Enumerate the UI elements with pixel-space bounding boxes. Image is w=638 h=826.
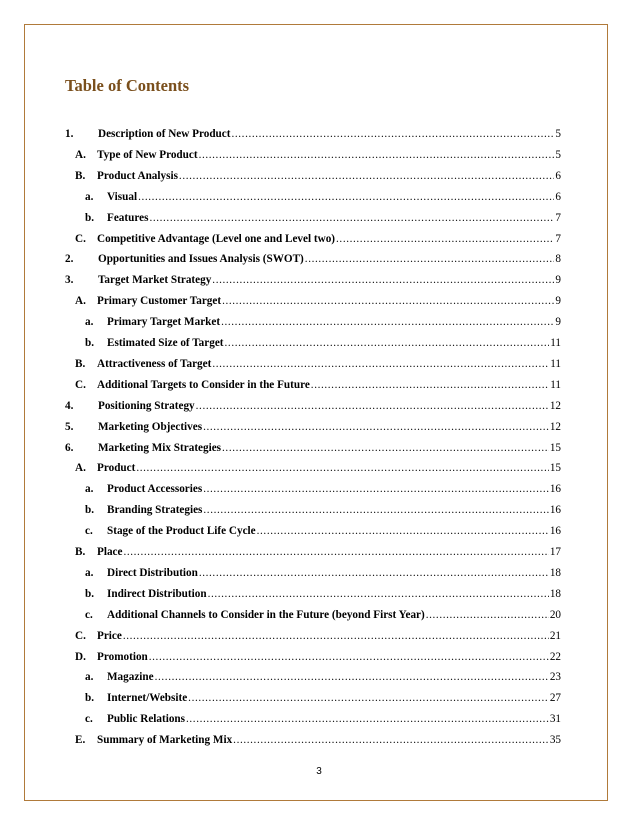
dot-leader bbox=[208, 588, 549, 600]
toc-entry-number: b. bbox=[85, 587, 95, 600]
toc-entry[interactable] bbox=[85, 504, 561, 520]
toc-entry-number: D. bbox=[75, 650, 86, 663]
toc-entry-page: 16 bbox=[549, 504, 561, 517]
dot-leader bbox=[305, 253, 555, 265]
toc-entry-number: B. bbox=[75, 169, 86, 182]
toc-entry-label: Additional Channels to Consider in the Future (beyond First Year) bbox=[107, 608, 425, 621]
dot-leader bbox=[138, 191, 554, 203]
toc-entry-label: Magazine bbox=[107, 671, 154, 684]
toc-entry[interactable] bbox=[85, 191, 561, 207]
toc-entry-page: 31 bbox=[549, 713, 561, 726]
toc-entry-number: b. bbox=[85, 692, 95, 705]
toc-entry-page: 17 bbox=[549, 546, 561, 558]
toc-entry[interactable] bbox=[65, 253, 561, 269]
toc-entry-page: 9 bbox=[555, 316, 561, 329]
toc-entry-page: 23 bbox=[549, 671, 561, 684]
dot-leader bbox=[257, 525, 549, 537]
dot-leader bbox=[212, 274, 554, 286]
toc-entry-number: A. bbox=[75, 462, 86, 475]
dot-leader bbox=[222, 295, 554, 307]
dot-leader bbox=[149, 212, 554, 224]
toc-entry-page: 21 bbox=[549, 629, 561, 642]
toc-entry[interactable] bbox=[65, 442, 561, 458]
toc-entry-number: E. bbox=[75, 734, 86, 747]
toc-entry-label: Opportunities and Issues Analysis (SWOT) bbox=[98, 253, 304, 266]
toc-entry-page: 15 bbox=[549, 462, 561, 475]
toc-entry-page: 9 bbox=[555, 274, 561, 287]
toc-entry-label: Branding Strategies bbox=[107, 504, 203, 517]
toc-entry-number: a. bbox=[85, 316, 94, 329]
toc-entry-page: 12 bbox=[549, 399, 561, 412]
toc-entry-number: C. bbox=[75, 378, 86, 391]
dot-leader bbox=[222, 442, 549, 454]
toc-entry[interactable] bbox=[65, 421, 561, 437]
toc-entry-label: Stage of the Product Life Cycle bbox=[107, 525, 256, 538]
toc-entry-number: a. bbox=[85, 483, 94, 496]
toc-entry-page: 7 bbox=[555, 232, 561, 245]
page-title: Table of Contents bbox=[65, 76, 190, 95]
toc-entry[interactable] bbox=[75, 651, 561, 667]
toc-entry[interactable] bbox=[85, 692, 561, 708]
toc-entry-label: Place bbox=[97, 546, 123, 558]
toc-entry-number: a. bbox=[85, 671, 94, 684]
toc-entry-label: Internet/Website bbox=[107, 692, 188, 705]
toc-entry-page: 27 bbox=[549, 692, 561, 705]
toc-entry-number: b. bbox=[85, 211, 95, 224]
toc-entry-page: 35 bbox=[549, 734, 561, 747]
toc-entry-number: c. bbox=[85, 525, 93, 538]
toc-entry[interactable] bbox=[75, 379, 561, 395]
toc-entry-label: Summary of Marketing Mix bbox=[97, 734, 233, 747]
toc-entry-number: A. bbox=[75, 148, 86, 161]
toc-entry-label: Product Analysis bbox=[97, 169, 178, 182]
toc-entry[interactable] bbox=[85, 525, 561, 541]
toc-entry[interactable] bbox=[85, 337, 561, 353]
dot-leader bbox=[199, 567, 549, 579]
toc-entry-page: 18 bbox=[549, 566, 561, 579]
toc-entry-page: 12 bbox=[549, 420, 561, 433]
dot-leader bbox=[149, 651, 549, 663]
dot-leader bbox=[155, 671, 549, 683]
toc-entry-label: Indirect Distribution bbox=[107, 587, 207, 600]
toc-entry-label: Description of New Product bbox=[98, 128, 231, 140]
toc-entry-page: 8 bbox=[555, 253, 561, 266]
toc-entry-label: Primary Customer Target bbox=[97, 295, 222, 308]
toc-entry-label: Product bbox=[97, 462, 136, 475]
dot-leader bbox=[212, 358, 549, 370]
toc-entry-label: Marketing Objectives bbox=[98, 420, 203, 433]
dot-leader bbox=[336, 233, 554, 245]
toc-entry-label: Competitive Advantage (Level one and Level two) bbox=[97, 232, 336, 245]
toc-entry-page: 9 bbox=[555, 295, 561, 308]
toc-entry-page: 22 bbox=[549, 650, 561, 663]
dot-leader bbox=[179, 170, 554, 182]
toc-entry-label: Primary Target Market bbox=[107, 316, 221, 329]
toc-entry[interactable] bbox=[75, 170, 561, 186]
toc-entry-label: Product Accessories bbox=[107, 483, 203, 496]
toc-entry-number: C. bbox=[75, 232, 86, 245]
toc-entry-number: 2. bbox=[65, 253, 74, 266]
toc-entry[interactable] bbox=[85, 713, 561, 729]
toc-entry-page: 18 bbox=[549, 587, 561, 600]
toc-entry-label: Promotion bbox=[97, 650, 148, 663]
toc-entry[interactable] bbox=[75, 546, 561, 562]
toc-entry-page: 20 bbox=[549, 608, 561, 621]
toc-entry[interactable] bbox=[65, 128, 561, 144]
dot-leader bbox=[233, 734, 549, 746]
toc-entry[interactable] bbox=[75, 295, 561, 311]
toc-entry-number: 6. bbox=[65, 441, 74, 454]
toc-entry-number: C. bbox=[75, 629, 86, 642]
toc-entry[interactable] bbox=[85, 567, 561, 583]
toc-entry[interactable] bbox=[75, 358, 561, 374]
toc-entry[interactable] bbox=[85, 483, 561, 499]
toc-entry-number: A. bbox=[75, 295, 86, 308]
toc-entry-page: 16 bbox=[549, 525, 561, 538]
toc-entry-label: Price bbox=[97, 629, 122, 642]
toc-entry-label: Marketing Mix Strategies bbox=[98, 441, 222, 454]
toc-entry-number: 3. bbox=[65, 274, 74, 287]
dot-leader bbox=[123, 630, 549, 642]
toc-entry-number: a. bbox=[85, 190, 94, 203]
toc-entry-number: a. bbox=[85, 566, 94, 579]
toc-entry-number: 4. bbox=[65, 399, 74, 412]
toc-entry-label: Attractiveness of Target bbox=[97, 357, 212, 370]
toc-entry-label: Positioning Strategy bbox=[98, 399, 195, 412]
toc-entry-number: B. bbox=[75, 357, 86, 370]
toc-entry-number: 5. bbox=[65, 420, 74, 433]
dot-leader bbox=[225, 337, 550, 349]
toc-entry[interactable] bbox=[65, 274, 561, 290]
dot-leader bbox=[426, 609, 549, 621]
toc-entry-label: Visual bbox=[107, 190, 138, 203]
toc-entry-label: Additional Targets to Consider in the Future bbox=[97, 378, 310, 391]
toc-entry[interactable] bbox=[85, 671, 561, 687]
dot-leader bbox=[311, 379, 549, 391]
toc-entry-number: b. bbox=[85, 337, 95, 349]
toc-entry-page: 6 bbox=[555, 169, 561, 182]
dot-leader bbox=[196, 400, 549, 412]
toc-entry-page: 11 bbox=[550, 337, 561, 349]
toc-entry-label: Type of New Product bbox=[97, 148, 198, 161]
toc-entry-number: c. bbox=[85, 608, 93, 621]
toc-entry-page: 6 bbox=[555, 190, 561, 203]
dot-leader bbox=[136, 462, 548, 474]
toc-entry[interactable] bbox=[85, 316, 561, 332]
dot-leader bbox=[186, 713, 549, 725]
toc-entry-page: 11 bbox=[550, 378, 561, 391]
toc-entry-page: 5 bbox=[555, 128, 561, 140]
toc-entry-label: Direct Distribution bbox=[107, 566, 198, 579]
dot-leader bbox=[199, 149, 555, 161]
toc-entry-page: 7 bbox=[555, 211, 561, 224]
dot-leader bbox=[123, 546, 548, 558]
toc-entry-label: Estimated Size of Target bbox=[107, 337, 224, 349]
dot-leader bbox=[203, 504, 548, 516]
toc-entry-number: 1. bbox=[65, 128, 74, 140]
toc-entry-number: c. bbox=[85, 713, 93, 726]
dot-leader bbox=[188, 692, 549, 704]
dot-leader bbox=[231, 128, 554, 140]
toc-entry-label: Features bbox=[107, 211, 149, 224]
toc-entry-label: Public Relations bbox=[107, 713, 186, 726]
dot-leader bbox=[221, 316, 554, 328]
toc-entry-number: b. bbox=[85, 504, 95, 517]
toc-entry[interactable] bbox=[85, 212, 561, 228]
toc-entry-page: 15 bbox=[549, 441, 561, 454]
toc-entry-label: Target Market Strategy bbox=[98, 274, 212, 287]
dot-leader bbox=[203, 483, 549, 495]
toc-entry-page: 11 bbox=[550, 357, 561, 370]
toc-entry[interactable] bbox=[75, 462, 561, 478]
toc-entry[interactable] bbox=[75, 233, 561, 249]
toc-entry[interactable] bbox=[75, 630, 561, 646]
toc-entry-page: 5 bbox=[555, 148, 561, 161]
toc-entry-number: B. bbox=[75, 546, 86, 558]
page-number: 3 bbox=[316, 766, 322, 777]
toc-entry[interactable] bbox=[85, 609, 561, 625]
toc-entry[interactable] bbox=[75, 734, 561, 750]
toc-entry[interactable] bbox=[85, 588, 561, 604]
toc-entry-page: 16 bbox=[549, 483, 561, 496]
toc-entry[interactable] bbox=[65, 400, 561, 416]
toc-entry[interactable] bbox=[75, 149, 561, 165]
dot-leader bbox=[203, 421, 549, 433]
